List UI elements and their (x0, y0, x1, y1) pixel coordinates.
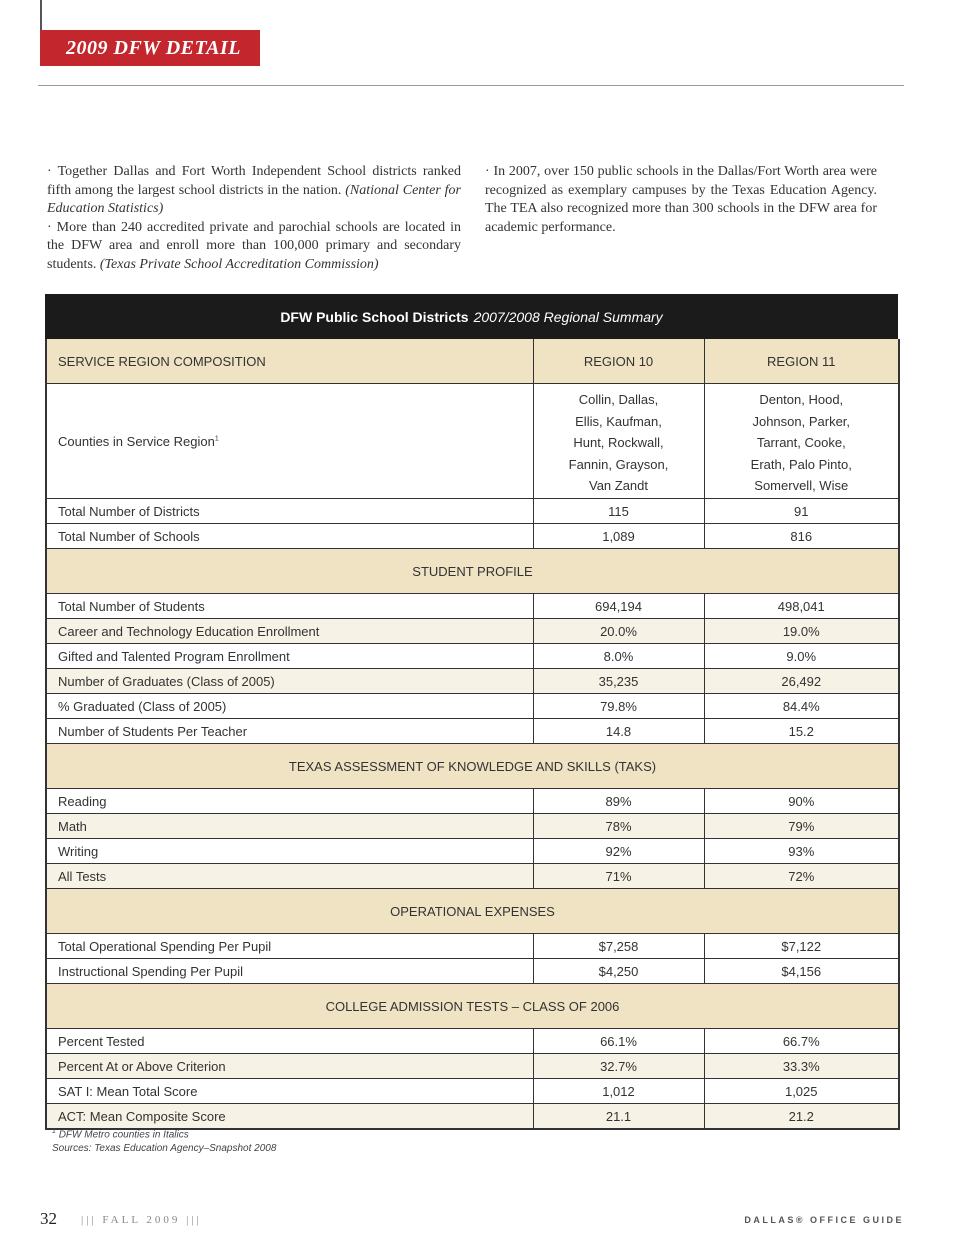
table-row (46, 499, 899, 524)
table-row (46, 644, 899, 669)
county-line: Johnson, Parker, (752, 413, 851, 429)
counties-label-cell (46, 384, 533, 499)
table-title-main: DFW Public School Districts (280, 308, 469, 325)
region-11-value: 15.2 (704, 719, 899, 744)
section-header-tag: 2009 DFW DETAIL (40, 30, 260, 66)
table-row (46, 719, 899, 744)
page-number: 32 (40, 1209, 57, 1228)
publication-name: DALLAS® OFFICE GUIDE (744, 1215, 904, 1225)
county-line: Hunt, Rockwall, (573, 435, 664, 451)
region-11-value: $7,122 (704, 934, 899, 959)
row-label: % Graduated (Class of 2005) (46, 694, 533, 719)
table-row (46, 694, 899, 719)
table-title-sub: 2007/2008 Regional Summary (473, 308, 663, 325)
row-label: Total Operational Spending Per Pupil (46, 934, 533, 959)
footnote-mark: 1 (52, 1128, 56, 1135)
county-line: Erath, Palo Pinto, (750, 456, 852, 472)
intro-right-column (485, 163, 877, 237)
region-10-value: 115 (533, 499, 704, 524)
region-11-value: 91 (704, 499, 899, 524)
row-label: Total Number of Students (46, 594, 533, 619)
region-10-value: 8.0% (533, 644, 704, 669)
summary-table (45, 339, 900, 1130)
row-label: ACT: Mean Composite Score (46, 1104, 533, 1130)
counties-region-11 (704, 384, 899, 499)
region-11-value: 79% (704, 814, 899, 839)
region-10-value: 694,194 (533, 594, 704, 619)
footnote-text: DFW Metro counties in Italics (58, 1129, 189, 1141)
intro-source: (National Center for Education Statistics) (47, 182, 462, 216)
region-11-value: 33.3% (704, 1054, 899, 1079)
row-label: Total Number of Schools (46, 524, 533, 549)
table-row (46, 524, 899, 549)
intro-paragraph (47, 163, 461, 219)
intro-paragraph (47, 219, 461, 275)
region-11-value: 84.4% (704, 694, 899, 719)
region-11-value: 9.0% (704, 644, 899, 669)
region-11-value: $4,156 (704, 959, 899, 984)
table-row (46, 864, 899, 889)
region-10-value: $7,258 (533, 934, 704, 959)
region-11-value: 816 (704, 524, 899, 549)
region-10-value: $4,250 (533, 959, 704, 984)
region-10-value: 1,089 (533, 524, 704, 549)
row-label: Number of Students Per Teacher (46, 719, 533, 744)
table-row (46, 1029, 899, 1054)
region-11-value: 21.2 (704, 1104, 899, 1130)
region-11-value: 93% (704, 839, 899, 864)
row-label: Math (46, 814, 533, 839)
section-title: STUDENT PROFILE (46, 549, 899, 594)
table-row (46, 619, 899, 644)
region-11-value: 26,492 (704, 669, 899, 694)
table-row (46, 959, 899, 984)
footnote-1 (52, 1125, 276, 1142)
region-10-value: 89% (533, 789, 704, 814)
sources-note: Sources: Texas Education Agency–Snapshot 2008 (52, 1143, 277, 1155)
region-10-value: 66.1% (533, 1029, 704, 1054)
school-districts-table (45, 294, 898, 1130)
region-10-value: 35,235 (533, 669, 704, 694)
issue-season: ||| FALL 2009 ||| (81, 1214, 202, 1226)
section-title: COLLEGE ADMISSION TESTS – CLASS OF 2006 (46, 984, 899, 1029)
region-11-value: 19.0% (704, 619, 899, 644)
section-title: TEXAS ASSESSMENT OF KNOWLEDGE AND SKILLS (TAKS) (46, 744, 899, 789)
region-10-value: 92% (533, 839, 704, 864)
column-header-label: SERVICE REGION COMPOSITION (46, 339, 533, 384)
table-row (46, 1054, 899, 1079)
county-line: Van Zandt (588, 478, 649, 494)
region-10-value: 79.8% (533, 694, 704, 719)
intro-text: · Together Dallas and Fort Worth Independent School districts ranked fifth among the largest school districts in the nation. (47, 164, 461, 198)
row-label: Number of Graduates (Class of 2005) (46, 669, 533, 694)
row-label: Percent Tested (46, 1029, 533, 1054)
row-label: Reading (46, 789, 533, 814)
section-taks (46, 744, 899, 789)
region-11-value: 72% (704, 864, 899, 889)
counties-row (46, 384, 899, 499)
row-label: Gifted and Talented Program Enrollment (46, 644, 533, 669)
table-header-row (46, 339, 899, 384)
county-line: Fannin, Grayson, (568, 456, 669, 472)
county-line: Ellis, Kaufman, (575, 413, 662, 429)
region-10-value: 14.8 (533, 719, 704, 744)
counties-footnote-mark: 1 (214, 435, 219, 443)
county-line: Tarrant, Cooke, (756, 435, 846, 451)
footnotes (52, 1125, 276, 1156)
table-row (46, 1079, 899, 1104)
region-10-value: 20.0% (533, 619, 704, 644)
region-10-value: 32.7% (533, 1054, 704, 1079)
table-row (46, 934, 899, 959)
intro-source: (Texas Private School Accreditation Commission) (99, 256, 379, 272)
table-row (46, 839, 899, 864)
intro-paragraph: · In 2007, over 150 public schools in the Dallas/Fort Worth area were recognized as exemplary campuses by the Texas Education Agency. The TEA also recognized more than 300 schools in the DFW area for academic performance. (485, 164, 877, 235)
region-11-value: 90% (704, 789, 899, 814)
row-label: Career and Technology Education Enrollment (46, 619, 533, 644)
region-11-value: 1,025 (704, 1079, 899, 1104)
region-10-value: 71% (533, 864, 704, 889)
row-label: Total Number of Districts (46, 499, 533, 524)
table-row (46, 789, 899, 814)
section-college-admission (46, 984, 899, 1029)
section-operational-expenses (46, 889, 899, 934)
table-row (46, 814, 899, 839)
row-label: Percent At or Above Criterion (46, 1054, 533, 1079)
counties-label: Counties in Service Region (58, 433, 215, 449)
header-vertical-rule (40, 0, 42, 30)
county-line: Somervell, Wise (754, 478, 849, 494)
intro-text: · More than 240 accredited private and parochial schools are located in the DFW area and enroll more than 100,000 primary and secondary students. (47, 219, 461, 272)
region-11-value: 66.7% (704, 1029, 899, 1054)
row-label: All Tests (46, 864, 533, 889)
region-11-value: 498,041 (704, 594, 899, 619)
column-header-region-10: REGION 10 (533, 339, 704, 384)
table-row (46, 594, 899, 619)
section-title: OPERATIONAL EXPENSES (46, 889, 899, 934)
header-divider (38, 85, 904, 86)
county-line: Denton, Hood, (759, 392, 844, 408)
section-student-profile (46, 549, 899, 594)
counties-region-10 (533, 384, 704, 499)
table-row (46, 669, 899, 694)
region-10-value: 1,012 (533, 1079, 704, 1104)
row-label: Writing (46, 839, 533, 864)
row-label: Instructional Spending Per Pupil (46, 959, 533, 984)
region-10-value: 21.1 (533, 1104, 704, 1130)
county-line: Collin, Dallas, (578, 392, 659, 408)
region-10-value: 78% (533, 814, 704, 839)
intro-left-column (47, 163, 461, 274)
table-title (45, 294, 898, 339)
row-label: SAT I: Mean Total Score (46, 1079, 533, 1104)
column-header-region-11: REGION 11 (704, 339, 899, 384)
